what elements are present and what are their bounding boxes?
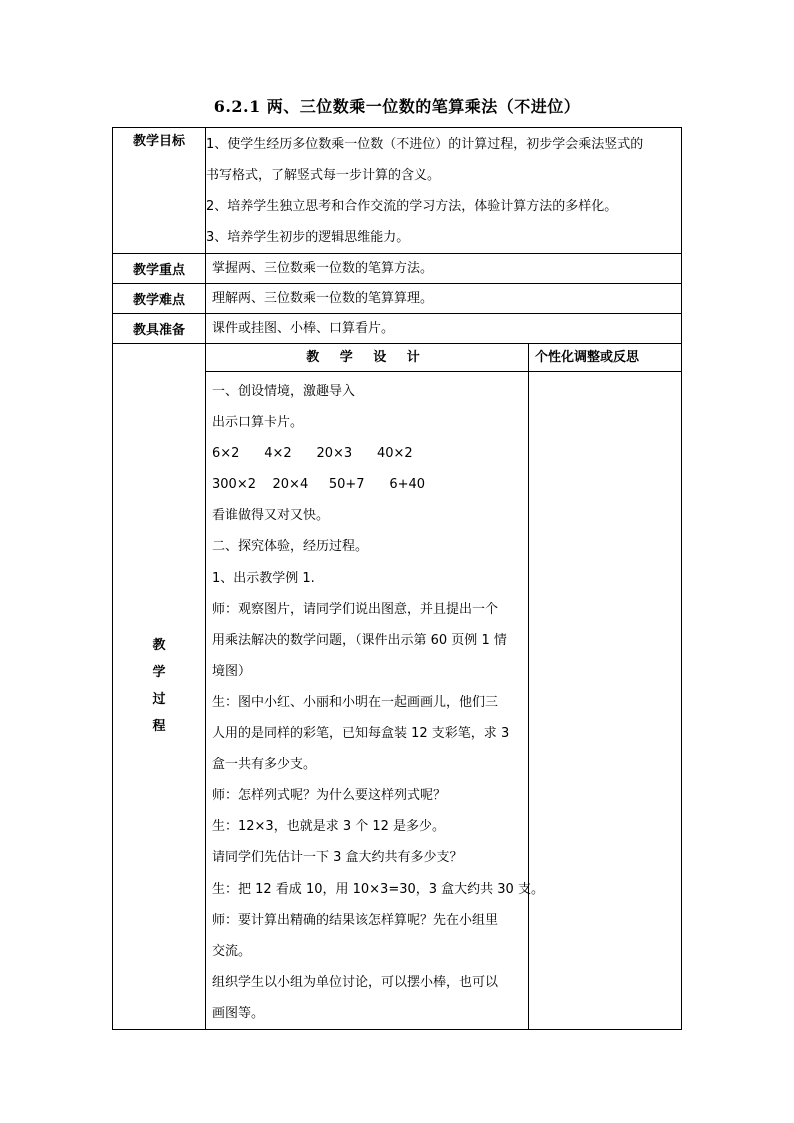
header-personal-reflection: 个性化调整或反思 <box>529 344 682 372</box>
materials-content: 课件或挂图、小棒、口算看片。 <box>206 314 682 344</box>
label-teaching-goals: 教学目标 <box>113 128 206 254</box>
process-line: 一、创设情境，激趣导入 <box>212 384 356 399</box>
document-title: 6.2.1 两、三位数乘一位数的笔算乘法（不进位） <box>213 97 581 116</box>
process-line: 生：把 12 看成 10，用 10×3=30，3 盒大约共 30 支。 <box>212 881 544 897</box>
process-char-2: 学 <box>152 665 166 681</box>
process-line: 二、探究体验，经历过程。 <box>212 539 369 555</box>
process-line: 6×2 4×2 20×3 40×2 <box>212 446 413 462</box>
process-line: 生：图中小红、小丽和小明在一起画画儿，他们三 <box>212 694 499 710</box>
process-line: 1、出示教学例 1. <box>212 570 315 586</box>
personal-reflection-content[interactable] <box>529 372 682 1030</box>
process-char-4: 程 <box>152 719 166 735</box>
row-key-point <box>113 254 682 284</box>
goal-line-2: 书写格式，了解竖式每一步计算的含义。 <box>206 168 441 183</box>
process-line: 师：观察图片，请同学们说出图意，并且提出一个 <box>212 601 499 617</box>
row-difficulty <box>113 284 682 314</box>
process-line: 300×2 20×4 50+7 6+40 <box>212 477 426 493</box>
row-process-header <box>113 344 682 372</box>
process-line: 组织学生以小组为单位讨论，可以摆小棒，也可以 <box>212 974 499 990</box>
teaching-design-content <box>206 372 544 1030</box>
lesson-plan-table <box>112 127 682 1030</box>
process-line: 境图） <box>212 663 252 679</box>
process-line: 看谁做得又对又快。 <box>212 508 330 524</box>
process-line: 出示口算卡片。 <box>212 415 304 431</box>
process-line: 生：12×3，也就是求 3 个 12 是多少。 <box>212 819 446 835</box>
goal-line-3: 2、培养学生独立思考和合作交流的学习方法，体验计算方法的多样化。 <box>206 199 618 214</box>
process-line: 盒一共有多少支。 <box>212 757 317 773</box>
process-line: 师：怎样列式呢？为什么要这样列式呢？ <box>212 788 447 804</box>
goal-line-4: 3、培养学生初步的逻辑思维能力。 <box>206 230 410 245</box>
process-char-3: 过 <box>152 692 166 708</box>
key-point-content: 掌握两、三位数乘一位数的笔算方法。 <box>206 254 682 284</box>
label-materials: 教具准备 <box>113 314 206 344</box>
row-materials <box>113 314 682 344</box>
teaching-goals-content <box>206 128 682 254</box>
difficulty-content: 理解两、三位数乘一位数的笔算算理。 <box>206 284 682 314</box>
label-teaching-process <box>113 344 206 1030</box>
process-line: 画图等。 <box>212 1005 265 1021</box>
label-difficulty: 教学难点 <box>113 284 206 314</box>
label-key-point: 教学重点 <box>113 254 206 284</box>
process-line: 用乘法解决的数学问题，（课件出示第 60 页例 1 情 <box>212 632 507 648</box>
process-line: 请同学们先估计一下 3 盒大约共有多少支？ <box>212 850 463 866</box>
process-char-1: 教 <box>152 638 166 654</box>
process-line: 人用的是同样的彩笔，已知每盒装 12 支彩笔，求 3 <box>212 726 510 742</box>
row-teaching-goals <box>113 128 682 254</box>
header-teaching-design: 教 学 设 计 <box>206 344 529 372</box>
goal-line-1: 1、使学生经历多位数乘一位数（不进位）的计算过程，初步学会乘法竖式的 <box>206 137 644 152</box>
process-line: 交流。 <box>212 943 252 959</box>
process-line: 师：要计算出精确的结果该怎样算呢？先在小组里 <box>212 912 499 928</box>
